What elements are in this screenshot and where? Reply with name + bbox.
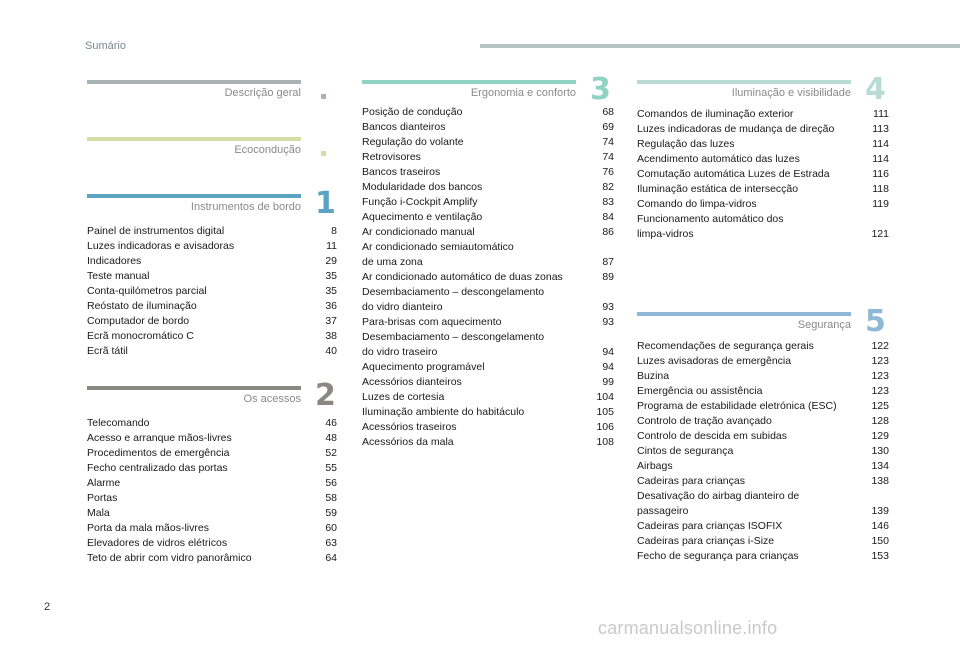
section-marker [321, 151, 326, 156]
toc-entry[interactable] [87, 506, 337, 521]
toc-entry-page: 89 [602, 271, 614, 283]
toc-entry[interactable] [87, 344, 337, 359]
toc-entry-page: 111 [873, 108, 889, 120]
toc-entry-title: Comando do limpa-vidros [637, 198, 757, 210]
toc-entry-page: 35 [325, 285, 337, 297]
toc-entry-title: Luzes indicadoras de mudança de direção [637, 123, 835, 135]
toc-entry[interactable] [87, 224, 337, 239]
toc-entry[interactable] [637, 152, 889, 167]
toc-entry-title: Modularidade dos bancos [362, 181, 483, 193]
toc-entry[interactable] [362, 405, 614, 420]
toc-entry-page: 94 [602, 361, 614, 373]
toc-entry[interactable] [637, 167, 889, 182]
section-ecoconducao [87, 137, 301, 167]
toc-entry-title: Luzes avisadoras de emergência [637, 355, 792, 367]
toc-entry-title: Indicadores [87, 255, 142, 267]
watermark: carmanualsonline.info [598, 618, 778, 638]
toc-entry[interactable] [637, 429, 889, 444]
toc-entry-title: Posição de condução [362, 106, 463, 118]
section-title: Descrição geral [224, 87, 301, 99]
toc-entry-page: 94 [602, 346, 614, 358]
section-rule [87, 386, 301, 390]
toc-entry[interactable] [362, 135, 614, 150]
toc-list [87, 416, 337, 566]
toc-entry[interactable] [637, 197, 889, 212]
section-number: 4 [865, 72, 886, 107]
toc-entry-page: 55 [325, 462, 337, 474]
toc-entry-page: 153 [871, 550, 889, 562]
toc-entry-title: Airbags [637, 460, 673, 472]
toc-entry[interactable] [637, 384, 889, 399]
toc-entry[interactable] [362, 180, 614, 195]
toc-entry-page: 93 [602, 316, 614, 328]
toc-entry-page: 46 [325, 417, 337, 429]
toc-entry[interactable] [362, 420, 614, 435]
toc-entry[interactable] [362, 330, 614, 360]
toc-entry-page: 63 [325, 537, 337, 549]
toc-entry[interactable] [87, 239, 337, 254]
toc-entry-title: Regulação do volante [362, 136, 464, 148]
toc-entry[interactable] [637, 354, 889, 369]
toc-entry-page: 60 [325, 522, 337, 534]
toc-entry[interactable] [362, 210, 614, 225]
toc-entry-title: Acesso e arranque mãos-livres [87, 432, 232, 444]
toc-entry-page: 123 [871, 385, 889, 397]
toc-entry[interactable] [637, 339, 889, 354]
toc-entry-title: Cintos de segurança [637, 445, 734, 457]
toc-list [362, 105, 614, 450]
toc-entry-title: Iluminação estática de intersecção [637, 183, 799, 195]
toc-entry[interactable] [637, 182, 889, 197]
toc-entry-title: Regulação das luzes [637, 138, 735, 150]
toc-entry-title: Fecho de segurança para crianças [637, 550, 799, 562]
toc-entry[interactable] [362, 375, 614, 390]
toc-entry-page: 121 [871, 228, 889, 240]
toc-entry-title: Portas [87, 492, 118, 504]
toc-entry-page: 139 [871, 505, 889, 517]
toc-entry-page: 87 [602, 256, 614, 268]
toc-list [87, 224, 337, 359]
toc-entry[interactable] [87, 269, 337, 284]
toc-entry-title: Conta-quilómetros parcial [87, 285, 207, 297]
section-title: Segurança [797, 319, 851, 331]
toc-entry[interactable] [362, 270, 614, 285]
toc-entry-page: 38 [325, 330, 337, 342]
toc-entry[interactable] [362, 315, 614, 330]
toc-entry[interactable] [362, 165, 614, 180]
toc-entry[interactable] [637, 212, 889, 242]
toc-entry-title: Buzina [637, 370, 670, 382]
toc-entry[interactable] [87, 254, 337, 269]
toc-entry-title: Cadeiras para crianças ISOFIX [637, 520, 783, 532]
toc-entry-page: 114 [872, 153, 889, 165]
header-rule [480, 44, 960, 48]
toc-entry-page: 113 [872, 123, 889, 135]
toc-entry-title: Fecho centralizado das portas [87, 462, 228, 474]
section-iluminacao-e-visibilidade [637, 72, 889, 242]
section-number: 2 [315, 378, 336, 413]
toc-entry-page: 99 [602, 376, 614, 388]
toc-entry[interactable] [362, 240, 614, 270]
toc-entry-title: Comutação automática Luzes de Estrada [637, 168, 830, 180]
toc-entry[interactable] [637, 369, 889, 384]
toc-entry[interactable] [87, 284, 337, 299]
toc-entry-page: 138 [871, 475, 889, 487]
section-title: Iluminação e visibilidade [731, 87, 851, 99]
toc-entry[interactable] [87, 416, 337, 431]
toc-entry[interactable] [87, 551, 337, 566]
toc-entry-page: 48 [325, 432, 337, 444]
toc-entry-title: Cadeiras para crianças [637, 475, 745, 487]
toc-entry-page: 106 [596, 421, 614, 433]
toc-entry[interactable] [87, 476, 337, 491]
section-rule [637, 80, 851, 84]
toc-entry-title: Acessórios dianteiros [362, 376, 462, 388]
toc-entry-page: 123 [871, 370, 889, 382]
toc-entry-page: 37 [325, 315, 337, 327]
toc-entry[interactable] [87, 536, 337, 551]
toc-entry-title: Recomendações de segurança gerais [637, 340, 814, 352]
toc-entry[interactable] [362, 360, 614, 375]
toc-entry-title: Porta da mala mãos-livres [87, 522, 209, 534]
toc-entry-title: Ecrã tátil [87, 345, 128, 357]
toc-entry-page: 108 [596, 436, 614, 448]
toc-entry-title: Bancos dianteiros [362, 121, 446, 133]
toc-entry-page: 76 [602, 166, 614, 178]
toc-list [637, 339, 889, 564]
toc-entry-page: 84 [602, 211, 614, 223]
toc-entry-page: 129 [871, 430, 889, 442]
section-ergonomia-e-conforto [362, 72, 614, 450]
toc-entry-page: 64 [325, 552, 337, 564]
section-number: 1 [315, 186, 336, 221]
toc-entry-title: Controlo de tração avançado [637, 415, 772, 427]
toc-entry-page: 118 [872, 183, 889, 195]
toc-entry[interactable] [637, 137, 889, 152]
toc-entry-title: Acendimento automático das luzes [637, 153, 800, 165]
toc-entry-title: Programa de estabilidade eletrónica (ESC) [637, 400, 837, 412]
toc-entry-title: Computador de bordo [87, 315, 190, 327]
toc-entry[interactable] [637, 107, 889, 122]
toc-entry[interactable] [637, 549, 889, 564]
toc-entry-page: 93 [602, 301, 614, 313]
toc-entry-page: 69 [602, 121, 614, 133]
section-marker [321, 94, 326, 99]
section-number: 5 [865, 304, 886, 339]
toc-entry-page: 122 [871, 340, 889, 352]
toc-entry-title: Bancos traseiros [362, 166, 441, 178]
toc-entry-title: Comandos de iluminação exterior [637, 108, 794, 120]
toc-entry-title: Desembaciamento – descongelamento do vidro dianteiro [362, 286, 545, 313]
toc-entry-page: 68 [602, 106, 614, 118]
toc-entry[interactable] [87, 314, 337, 329]
toc-entry[interactable] [87, 299, 337, 314]
toc-entry-title: Aquecimento e ventilação [362, 211, 483, 223]
header-label: Sumário [85, 40, 126, 52]
toc-entry-page: 58 [325, 492, 337, 504]
toc-entry[interactable] [637, 444, 889, 459]
toc-entry[interactable] [362, 285, 614, 315]
section-seguranca [637, 304, 889, 564]
toc-entry-page: 134 [871, 460, 889, 472]
toc-entry-page: 74 [602, 136, 614, 148]
toc-entry-page: 128 [871, 415, 889, 427]
toc-entry[interactable] [637, 489, 889, 519]
toc-entry-title: Função i-Cockpit Amplify [362, 196, 478, 208]
section-os-acessos [87, 378, 337, 566]
toc-entry-title: Cadeiras para crianças i-Size [637, 535, 775, 547]
toc-entry-page: 59 [325, 507, 337, 519]
toc-entry-title: Controlo de descida em subidas [637, 430, 788, 442]
toc-entry-page: 105 [596, 406, 614, 418]
toc-entry-title: Procedimentos de emergência [87, 447, 230, 459]
toc-entry-page: 116 [872, 168, 889, 180]
toc-entry-title: Desembaciamento – descongelamento do vidro traseiro [362, 331, 545, 358]
page-number: 2 [44, 601, 51, 613]
toc-entry-title: Painel de instrumentos digital [87, 225, 225, 237]
toc-entry-page: 104 [596, 391, 614, 403]
toc-entry[interactable] [87, 491, 337, 506]
toc-entry-page: 150 [871, 535, 889, 547]
toc-entry[interactable] [362, 150, 614, 165]
section-rule [87, 194, 301, 198]
toc-entry[interactable] [87, 446, 337, 461]
toc-list [637, 107, 889, 242]
toc-entry-title: Telecomando [87, 417, 150, 429]
toc-entry-title: Para-brisas com aquecimento [362, 316, 502, 328]
toc-entry[interactable] [362, 390, 614, 405]
section-instrumentos-de-bordo [87, 186, 337, 359]
toc-entry[interactable] [362, 435, 614, 450]
toc-entry-title: Ar condicionado automático de duas zonas [362, 271, 563, 283]
toc-entry-title: Luzes indicadoras e avisadoras [87, 240, 235, 252]
section-descricao-geral [87, 80, 301, 110]
toc-entry[interactable] [637, 399, 889, 414]
toc-entry-page: 130 [871, 445, 889, 457]
toc-entry-page: 11 [326, 240, 337, 252]
toc-entry-page: 123 [871, 355, 889, 367]
toc-entry[interactable] [87, 329, 337, 344]
toc-entry-title: Iluminação ambiente do habitáculo [362, 406, 525, 418]
toc-entry-title: Ecrã monocromático C [87, 330, 194, 342]
toc-entry-page: 125 [871, 400, 889, 412]
toc-entry[interactable] [362, 195, 614, 210]
toc-entry[interactable] [637, 474, 889, 489]
toc-entry[interactable] [87, 431, 337, 446]
toc-entry[interactable] [637, 414, 889, 429]
toc-entry-page: 56 [325, 477, 337, 489]
toc-entry[interactable] [637, 122, 889, 137]
toc-entry-title: Teto de abrir com vidro panorâmico [87, 552, 252, 564]
toc-entry-title: Acessórios da mala [362, 436, 454, 448]
section-rule [87, 137, 301, 141]
toc-entry-title: Funcionamento automático dos limpa-vidros [637, 213, 784, 240]
toc-entry[interactable] [87, 521, 337, 536]
toc-entry-title: Ar condicionado semiautomático de uma zona [362, 241, 514, 268]
toc-entry-title: Alarme [87, 477, 121, 489]
toc-entry-title: Luzes de cortesia [362, 391, 445, 403]
toc-entry-title: Retrovisores [362, 151, 421, 163]
toc-entry[interactable] [362, 120, 614, 135]
toc-entry-title: Teste manual [87, 270, 150, 282]
toc-entry[interactable] [637, 534, 889, 549]
toc-entry-page: 8 [331, 225, 337, 237]
toc-entry-title: Aquecimento programável [362, 361, 485, 373]
toc-entry-page: 119 [872, 198, 889, 210]
toc-entry-title: Ar condicionado manual [362, 226, 475, 238]
toc-entry[interactable] [362, 105, 614, 120]
toc-entry-title: Acessórios traseiros [362, 421, 457, 433]
section-rule [362, 80, 576, 84]
toc-entry[interactable] [637, 459, 889, 474]
toc-entry-page: 82 [602, 181, 614, 193]
toc-entry-page: 114 [872, 138, 889, 150]
toc-entry-page: 86 [602, 226, 614, 238]
toc-entry[interactable] [637, 519, 889, 534]
toc-entry-title: Desativação do airbag dianteiro de passageiro [637, 490, 800, 517]
toc-entry-page: 40 [325, 345, 337, 357]
toc-entry-page: 52 [325, 447, 337, 459]
toc-entry-title: Reóstato de iluminação [87, 300, 197, 312]
toc-entry[interactable] [87, 461, 337, 476]
section-title: Ergonomia e conforto [470, 87, 576, 99]
toc-entry-page: 146 [871, 520, 889, 532]
section-title: Os acessos [243, 393, 301, 405]
section-rule [87, 80, 301, 84]
section-title: Ecocondução [234, 144, 301, 156]
toc-entry[interactable] [362, 225, 614, 240]
toc-entry-title: Mala [87, 507, 110, 519]
section-title: Instrumentos de bordo [190, 201, 301, 213]
toc-entry-page: 74 [602, 151, 614, 163]
section-rule [637, 312, 851, 316]
section-number: 3 [590, 72, 611, 107]
toc-entry-page: 83 [602, 196, 614, 208]
toc-entry-title: Emergência ou assistência [637, 385, 763, 397]
toc-entry-page: 36 [325, 300, 337, 312]
toc-entry-page: 35 [325, 270, 337, 282]
toc-entry-page: 29 [325, 255, 337, 267]
toc-entry-title: Elevadores de vidros elétricos [87, 537, 228, 549]
